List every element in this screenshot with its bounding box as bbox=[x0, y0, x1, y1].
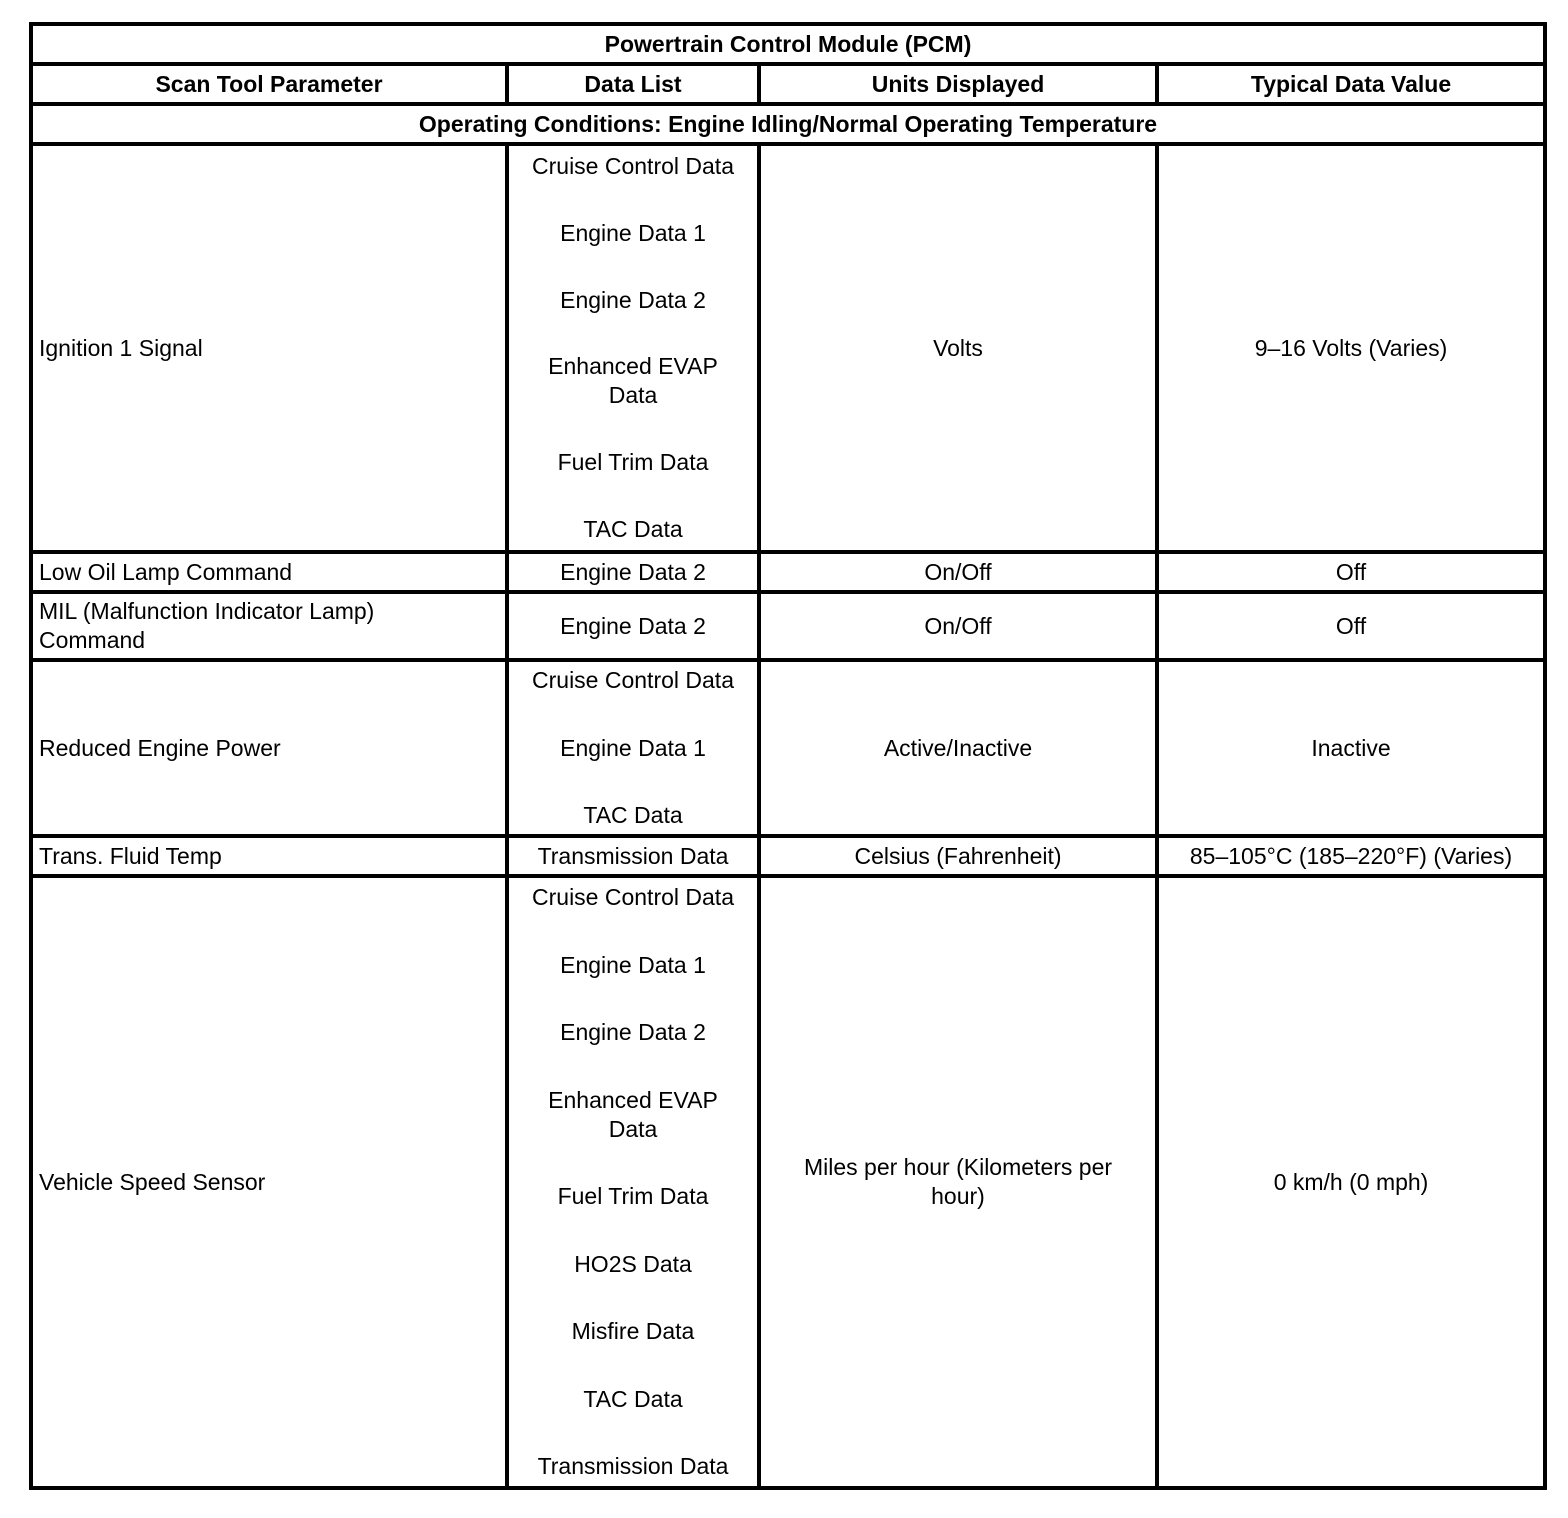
table-row bbox=[31, 836, 1545, 876]
data-list-item: Fuel Trim Data bbox=[557, 449, 709, 476]
data-list-item: Transmission Data bbox=[537, 1453, 729, 1479]
header-typical-data-value: Typical Data Value bbox=[1157, 64, 1545, 104]
data-list-item: Cruise Control Data bbox=[532, 153, 734, 179]
parameter-cell: Reduced Engine Power bbox=[31, 660, 507, 836]
header-units-displayed: Units Displayed bbox=[759, 64, 1157, 104]
data-list-item: Enhanced EVAP Data bbox=[548, 1086, 718, 1142]
parameter-cell: Vehicle Speed Sensor bbox=[31, 876, 507, 1488]
data-list-item: Engine Data 1 bbox=[560, 951, 706, 978]
data-list-cell: Transmission Data bbox=[507, 836, 759, 876]
table-row bbox=[31, 876, 1545, 1488]
typical-value-cell: Inactive bbox=[1157, 660, 1545, 836]
operating-conditions-row bbox=[31, 104, 1545, 144]
table-row bbox=[31, 660, 1545, 836]
data-list-cell bbox=[507, 876, 759, 1488]
parameter-cell: Trans. Fluid Temp bbox=[31, 836, 507, 876]
header-data-list: Data List bbox=[507, 64, 759, 104]
data-list-cell: Engine Data 2 bbox=[507, 552, 759, 592]
data-list-item: Enhanced EVAP Data bbox=[548, 353, 718, 409]
typical-value-cell: Off bbox=[1157, 552, 1545, 592]
header-scan-tool-parameter: Scan Tool Parameter bbox=[31, 64, 507, 104]
parameter-cell: MIL (Malfunction Indicator Lamp) Command bbox=[31, 592, 507, 660]
operating-conditions: Operating Conditions: Engine Idling/Normal Operating Temperature bbox=[31, 104, 1545, 144]
units-cell: Volts bbox=[759, 144, 1157, 552]
typical-value-cell: 9–16 Volts (Varies) bbox=[1157, 144, 1545, 552]
data-list-item: HO2S Data bbox=[574, 1250, 692, 1277]
data-list-item: Cruise Control Data bbox=[532, 884, 734, 910]
table-header-row bbox=[31, 64, 1545, 104]
table-title-row bbox=[31, 24, 1545, 64]
data-list-item: Engine Data 2 bbox=[560, 1019, 706, 1045]
table-title: Powertrain Control Module (PCM) bbox=[31, 24, 1545, 64]
units-cell: Miles per hour (Kilometers per hour) bbox=[759, 876, 1157, 1488]
data-list-item: Fuel Trim Data bbox=[557, 1183, 709, 1209]
data-list-item: Misfire Data bbox=[571, 1318, 695, 1344]
typical-value-cell: 0 km/h (0 mph) bbox=[1157, 876, 1545, 1488]
data-list-item: TAC Data bbox=[583, 515, 683, 542]
table-row bbox=[31, 552, 1545, 592]
pcm-data-table bbox=[29, 22, 1547, 1490]
units-cell: On/Off bbox=[759, 552, 1157, 592]
typical-value-cell: 85–105°C (185–220°F) (Varies) bbox=[1157, 836, 1545, 876]
data-list-cell: Engine Data 2 bbox=[507, 592, 759, 660]
table-row bbox=[31, 592, 1545, 660]
units-cell: Celsius (Fahrenheit) bbox=[759, 836, 1157, 876]
data-list-item: Cruise Control Data bbox=[532, 667, 734, 693]
units-cell: Active/Inactive bbox=[759, 660, 1157, 836]
units-cell: On/Off bbox=[759, 592, 1157, 660]
data-list-cell bbox=[507, 660, 759, 836]
parameter-cell: Ignition 1 Signal bbox=[31, 144, 507, 552]
data-list-cell bbox=[507, 144, 759, 552]
parameter-cell: Low Oil Lamp Command bbox=[31, 552, 507, 592]
typical-value-cell: Off bbox=[1157, 592, 1545, 660]
data-list-item: TAC Data bbox=[583, 802, 683, 828]
data-list-item: TAC Data bbox=[583, 1385, 683, 1412]
table-row bbox=[31, 144, 1545, 552]
data-list-item: Engine Data 1 bbox=[560, 219, 706, 246]
data-list-item: Engine Data 1 bbox=[560, 734, 706, 761]
data-list-item: Engine Data 2 bbox=[560, 286, 706, 313]
